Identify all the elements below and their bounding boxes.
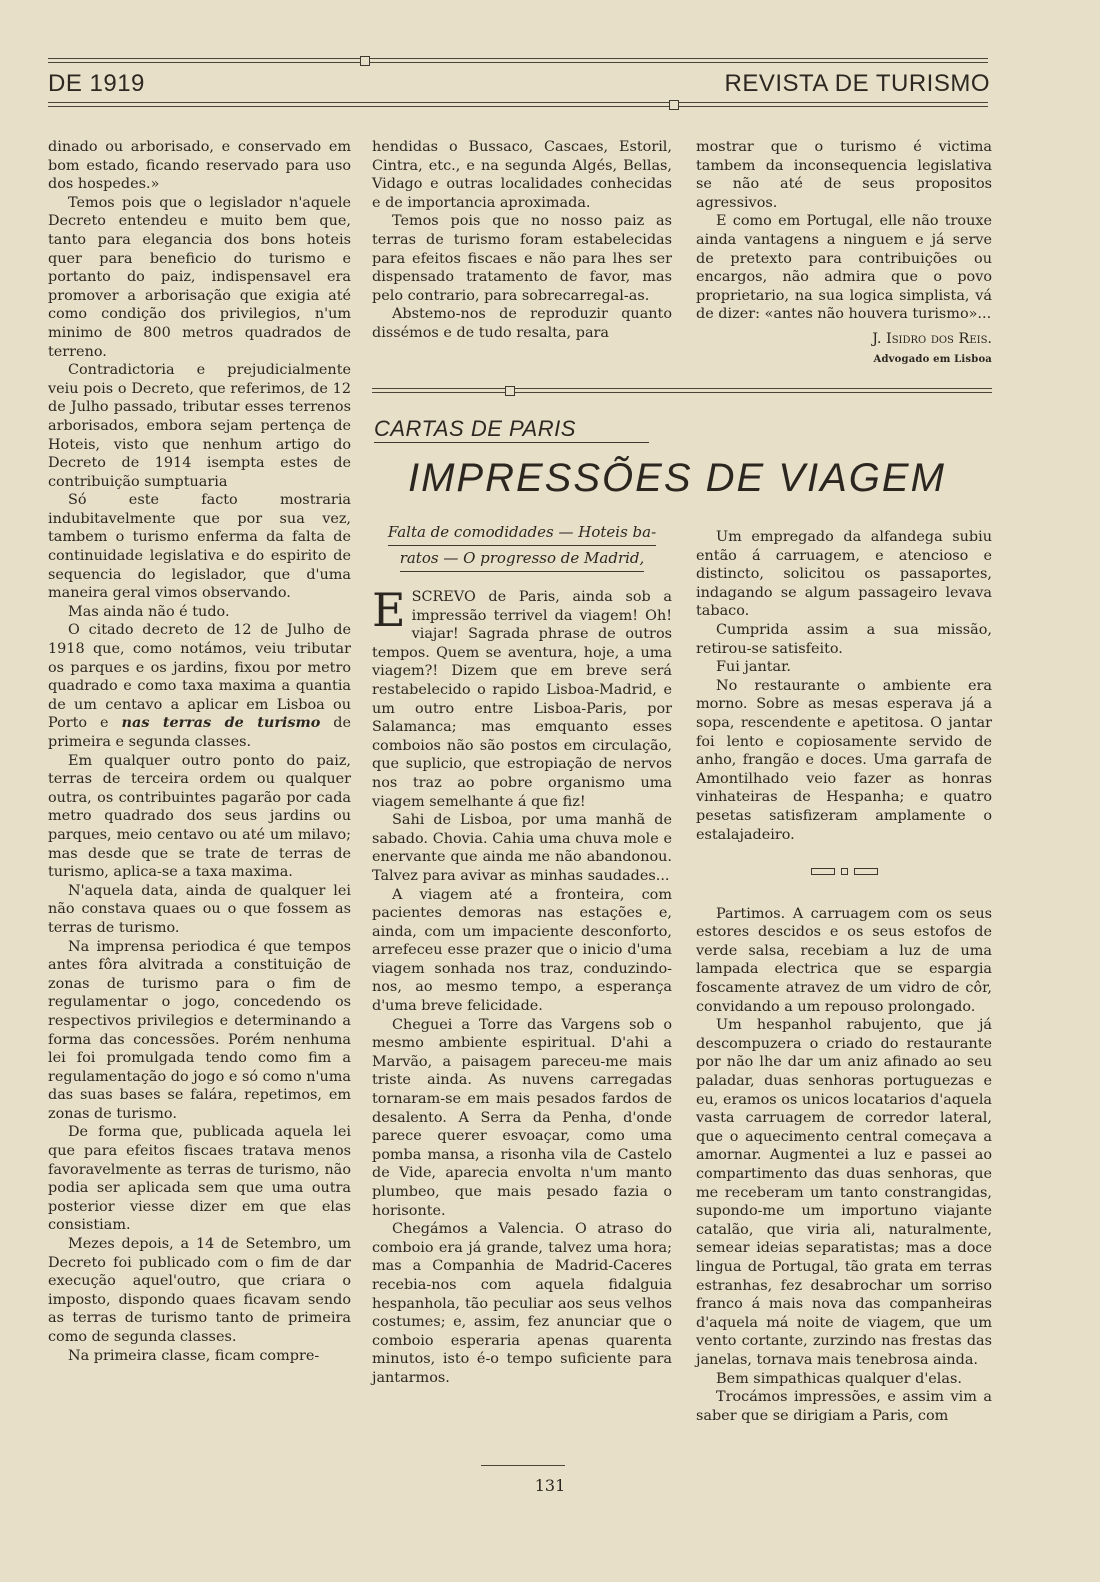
column-1 <box>48 138 351 1365</box>
article-subhead: Falta de comodidades — Hoteis ba- ratos — O progresso de Madrid, <box>372 520 672 572</box>
page-number-rule <box>481 1465 565 1466</box>
page-number: 131 <box>534 1476 566 1495</box>
col2-para: Temos pois que no nosso paiz as terras de turismo foram estabelecidas para efeitos fiscaes e não para lhes ser dispensado tratamento de favor, mas pelo contrario, para sobrecarregal-as. <box>372 213 672 304</box>
header-publication-title: REVISTA DE TURISMO <box>724 70 990 97</box>
header-ornament-left <box>360 56 370 66</box>
author-signature: J. Isidro dos Reis. <box>872 330 992 347</box>
section-kicker: CARTAS DE PARIS <box>374 416 576 441</box>
col1-para: N'aquela data, ainda de qualquer lei não constava quaes ou o que fossem as terras de turismo. <box>48 882 351 936</box>
scene-break-ornament <box>696 862 992 881</box>
col1-para: Só este facto mostraria indubitavelmente que por sua vez, tambem o turismo enferma da falta de continuidade legislativa e do espirito de sequencia do legislador, que d'uma maneira geral vimos observando. <box>48 492 351 602</box>
header-ornament-right <box>669 100 679 110</box>
col1-para: Temos pois que o legislador n'aquele Decreto entendeu e muito bem que, tanto para elegancia dos bons hoteis quer para beneficio do turismo e portanto do paiz, indispensavel era promover a arborisação que exigia até como condição dos privilegios, n'um minimo de 800 metros quadrados de terreno. <box>48 194 351 360</box>
col2-para: Abstemo-nos de reproduzir quanto dissémos e de tudo resalta, para <box>372 306 672 341</box>
col3-article-para: Um empregado da alfandega subiu então á carruagem, e atencioso e distincto, solicitou os passaportes, indagando se algum passageiro levava tabaco. <box>696 529 992 620</box>
col1-para: Mezes depois, a 14 de Setembro, um Decreto foi publicado com o fim de dar execução aquel'outro, que criara o imposto, dispondo quaes ficavam sendo as terras de turismo tanto de primeira como de segunda classes. <box>48 1236 351 1345</box>
article-title: IMPRESSÕES DE VIAGEM <box>408 456 946 500</box>
col2-article-para: A viagem até a fronteira, com pacientes demoras nas estações e, ainda, com um impaciente desconforto, arrefeceu esse prazer que o inicio d'uma viagem sonhada nos traz, conduzindo-nos, ao mesmo tempo, a esperança d'uma breve felicidade. <box>372 886 672 1015</box>
col3-article-para: Cumprida assim a sua missão, retirou-se satisfeito. <box>696 621 992 657</box>
col1-para: O citado decreto de 12 de Julho de 1918 que, como notámos, veiu tributar os parques e os jardins, fixou por metro quadrado e como taxa maxima a quantia de um centavo a aplicar em Lisboa ou Porto e nas terras de turismo de primeira e segunda classes. <box>48 622 351 750</box>
col3-article-para: Bem simpathicas qualquer d'elas. <box>716 1370 962 1387</box>
header-date: DE 1919 <box>48 70 145 97</box>
header-bottom-rule <box>48 102 988 108</box>
column-2-top <box>372 138 672 343</box>
col3-article-para: Partimos. A carruagem com os seus estores descidos e os seus estofos de verde salsa, recebiam a luz de uma lampada electrica que se espargia foscamente atravez de um vidro de côr, convidando a um repouso prolongado. <box>696 905 992 1015</box>
col3-article-para: Fui jantar. <box>716 659 791 676</box>
col3-article-para: Trocámos impressões, e assim vim a saber que se dirigiam a Paris, com <box>696 1389 992 1424</box>
author-title: Advogado em Lisboa <box>873 353 992 365</box>
col2-article-lead: ESCREVO de Paris, ainda sob a impressão terrivel da viagem! Oh! viajar! Sagrada phrase de outros tempos. Quem se aventura, hoje, a uma viagem?! Dizem que em breve será restabelecido o rapido Lisboa-Madrid, e um outro entre Lisboa-Paris, por Salamanca; mas emquanto esses comboios não são postos em circulação, que suplicio, que estropiação de nervos nos traz ao pobre organismo uma viagem semelhante á que fiz! <box>372 583 672 810</box>
col1-para: Em qualquer outro ponto do paiz, terras de terceira ordem ou qualquer outra, os contribuintes pagarão por cada metro quadrado dos seus jardins ou parques, meio centavo ou até um milavo; mas desde que se trate de terras de turismo, aplica-se a taxa maxima. <box>48 752 351 881</box>
column-3-top <box>696 138 992 369</box>
col3-para: mostrar que o turismo é victima tambem da inconsequencia legislativa se não até de seus propositos agressivos. <box>696 139 992 211</box>
emphasis-terras-de-turismo: nas terras de turismo <box>121 714 321 732</box>
col1-para: Na primeira classe, ficam compre- <box>68 1347 320 1364</box>
col2-article-para: Sahi de Lisboa, por uma manhã de sabado. Chovia. Cahia uma chuva mole e enervante que ainda me não abandonou. Talvez para avivar as minhas saudades... <box>372 812 672 884</box>
section-divider-rule <box>372 388 992 394</box>
column-2-article <box>372 520 672 1388</box>
col1-para: Na imprensa periodica é que tempos antes fôra alvitrada a constituição de zonas de turismo para o fim de regulamentar o jogo, concedendo os respectivos privilegios e determinando a forma das concessões. Porém nenhuma lei foi promulgada tendo como fim a regulamentação do jogo e só como n'uma das suas bases se falára, repetimos, em zonas de turismo. <box>48 938 351 1122</box>
col1-para: Mas ainda não é tudo. <box>68 603 230 620</box>
col1-para: Contradictoria e prejudicialmente veiu pois o Decreto, que referimos, de 12 de Julho passado, tributar esses terrenos arborisados, embora sejam pertença de Hoteis, visto que nenhum artigo do Decreto de 1914 isempta estes de contribuição sumptuaria <box>48 362 351 490</box>
col3-article-para: Um hespanhol rabujento, que já descompuzera o criado do restaurante por não lhe dar um aniz afinado ao seu paladar, duas senhoras portuguezas e eu, eramos os unicos locatarios d'aquela vasta carruagem de corredor lateral, que o aquecimento central começava a amornar. Augmentei a luz e passei ao compartimento das duas senhoras, que me receberam um tanto constrangidas, supondo-me um importuno viajante catalão, que viria ali, naturalmente, semear ideias separatistas; mas a doce lingua de Portugal, tão grata em terras estranhas, fez desabrochar um sorriso franco á mais nova das companheiras d'aquela má noite de viagem, que um vento cortante, zurzindo nas frestas das janelas, tornava mais tenebrosa ainda. <box>696 1017 992 1368</box>
col2-article-para: Cheguei a Torre das Vargens sob o mesmo ambiente espiritual. D'ahi a Marvão, a paisagem pareceu-me mais triste ainda. As nuvens carregadas tornaram-se em mais pesados fardos de desalento. A Serra da Penha, d'onde parece querer esvoaçar, como uma pomba mansa, a risonha vila de Castelo de Vide, aparecia envolta n'um manto plumbeo, que mais pesado fazia o horisonte. <box>372 1016 672 1219</box>
column-3-article <box>696 528 992 1425</box>
header-top-rule <box>48 58 988 64</box>
col1-para: dinado ou arborisado, e conservado em bom estado, ficando reservado para uso dos hospedes.» <box>48 139 351 193</box>
drop-cap: E <box>372 583 406 637</box>
col3-article-para: No restaurante o ambiente era morno. Sobre as mesas esperava já a sopa, rescendente e apetitosa. O jantar foi lento e copiosamente servido de anho, frangão e doces. Uma garrafa de Amontilhado veio fazer as honras vinhateiras de Hespanha; e quatro pesetas satisfizeram amplamente o estalajadeiro. <box>696 677 992 843</box>
section-divider-ornament <box>505 386 515 396</box>
kicker-underline <box>374 442 649 443</box>
col2-para: hendidas o Bussaco, Cascaes, Estoril, Cintra, etc., e na segunda Algés, Bellas, Vidago e outras localidades conhecidas e de importancia aproximada. <box>372 139 672 211</box>
col3-para: E como em Portugal, elle não trouxe ainda vantagens a ninguem e já serve de pretexto para contribuições ou encargos, não admira que o povo proprietario, na sua logica simplista, vá de dizer: «antes não houvera turismo»... <box>696 213 992 323</box>
col2-article-para: Chegámos a Valencia. O atraso do comboio era já grande, talvez uma hora; mas a Companhia de Madrid-Caceres recebia-nos com aquela fidalguia hespanhola, tão peculiar aos seus velhos costumes; e, assim, fez anunciar que o comboio esperaria apenas quarenta minutos, isto é-o tempo suficiente para jantarmos. <box>372 1221 672 1386</box>
col1-para: De forma que, publicada aquela lei que para efeitos fiscaes tratava menos favoravelmente as terras de turismo, não podia ser aplicada sem que uma outra posterior viesse dizer em que elas consistiam. <box>48 1124 351 1234</box>
